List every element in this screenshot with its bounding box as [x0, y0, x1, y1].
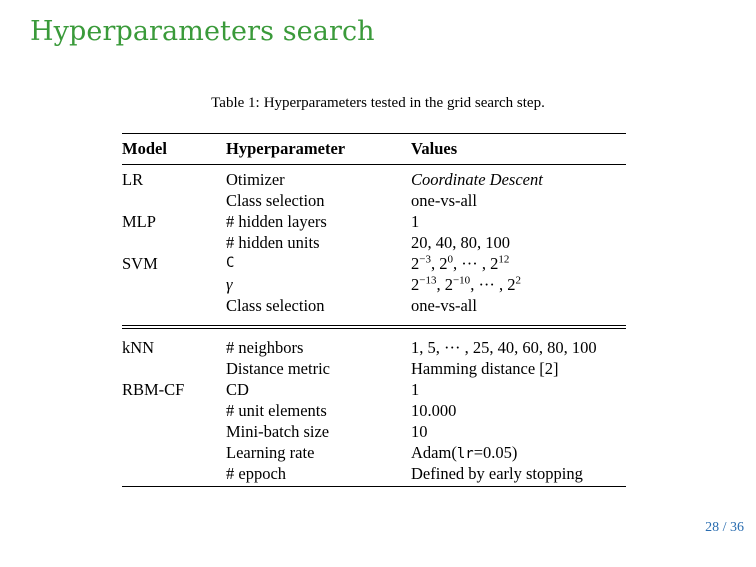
cell-model: SVM: [122, 254, 158, 273]
cell-value: 10.000: [411, 401, 457, 420]
hyperparameters-table: [122, 133, 626, 487]
table-row: [122, 379, 626, 400]
cell-model: [122, 463, 226, 484]
table-row: [122, 190, 626, 211]
header-row: [122, 134, 626, 164]
cell-value: 1: [411, 212, 420, 231]
table-row: [122, 232, 626, 253]
table-caption: [0, 95, 756, 112]
header-model: Model: [122, 139, 167, 158]
cell-model: [122, 295, 226, 316]
cell-model: [122, 190, 226, 211]
cell-value: Defined by early stopping: [411, 464, 583, 483]
header-values: Values: [411, 139, 458, 158]
cell-model: RBM-CF: [122, 380, 185, 399]
cell-value: 1, 5, ··· , 25, 40, 60, 80, 100: [411, 338, 597, 357]
cell-param: Otimizer: [226, 170, 285, 189]
caption-text: Hyperparameters tested in the grid search step.: [263, 95, 545, 111]
cell-model: kNN: [122, 338, 155, 357]
cell-model: [122, 421, 226, 442]
value-code: lr: [456, 446, 474, 462]
cell-value: Coordinate Descent: [411, 170, 543, 189]
table-row: [122, 253, 626, 274]
caption-label: Table 1:: [211, 95, 260, 111]
cell-model: [122, 274, 226, 295]
cell-param: C: [226, 255, 235, 271]
cell-value: 1: [411, 380, 420, 399]
page-number: 28 / 36: [705, 520, 744, 535]
cell-param: Class selection: [226, 296, 325, 315]
value-prefix: Adam(: [411, 443, 457, 462]
cell-param: # unit elements: [226, 401, 327, 420]
cell-param: Learning rate: [226, 443, 315, 462]
bottom-rule: [122, 486, 626, 487]
cell-value: 10: [411, 422, 428, 441]
cell-param: γ: [226, 275, 233, 294]
cell-value: $2^{-3}$, $2^0$, ··· , $2^{12}$: [411, 253, 510, 273]
cell-param: CD: [226, 380, 249, 399]
slide-title: Hyperparameters search: [30, 16, 375, 47]
cell-param: Distance metric: [226, 359, 330, 378]
cell-param: # hidden units: [226, 233, 320, 252]
cell-value: one-vs-all: [411, 296, 477, 315]
table-row: [122, 274, 626, 295]
cell-model: [122, 358, 226, 379]
cell-param: Mini-batch size: [226, 422, 330, 441]
cell-value: [411, 442, 626, 463]
table-row: [122, 295, 626, 316]
cell-param: # neighbors: [226, 338, 304, 357]
table-row: [122, 169, 626, 190]
cell-value: 20, 40, 80, 100: [411, 233, 510, 252]
value-suffix: =0.05): [473, 443, 518, 462]
cell-value: Hamming distance [2]: [411, 359, 559, 378]
table-row: [122, 463, 626, 484]
cell-model: [122, 442, 226, 463]
cell-model: [122, 232, 226, 253]
table-row: [122, 442, 626, 463]
table-row: [122, 421, 626, 442]
table-row: [122, 211, 626, 232]
table-row: [122, 337, 626, 358]
cell-model: MLP: [122, 212, 156, 231]
cell-model: LR: [122, 170, 144, 189]
cell-value: $2^{-13}$, $2^{-10}$, ··· , $2^2$: [411, 274, 522, 294]
cell-model: [122, 400, 226, 421]
cell-param: # eppoch: [226, 464, 287, 483]
cell-param: # hidden layers: [226, 212, 327, 231]
header-hyperparameter: Hyperparameter: [226, 139, 346, 158]
cell-value: one-vs-all: [411, 191, 477, 210]
cell-param: Class selection: [226, 191, 325, 210]
table-row: [122, 400, 626, 421]
table-row: [122, 358, 626, 379]
